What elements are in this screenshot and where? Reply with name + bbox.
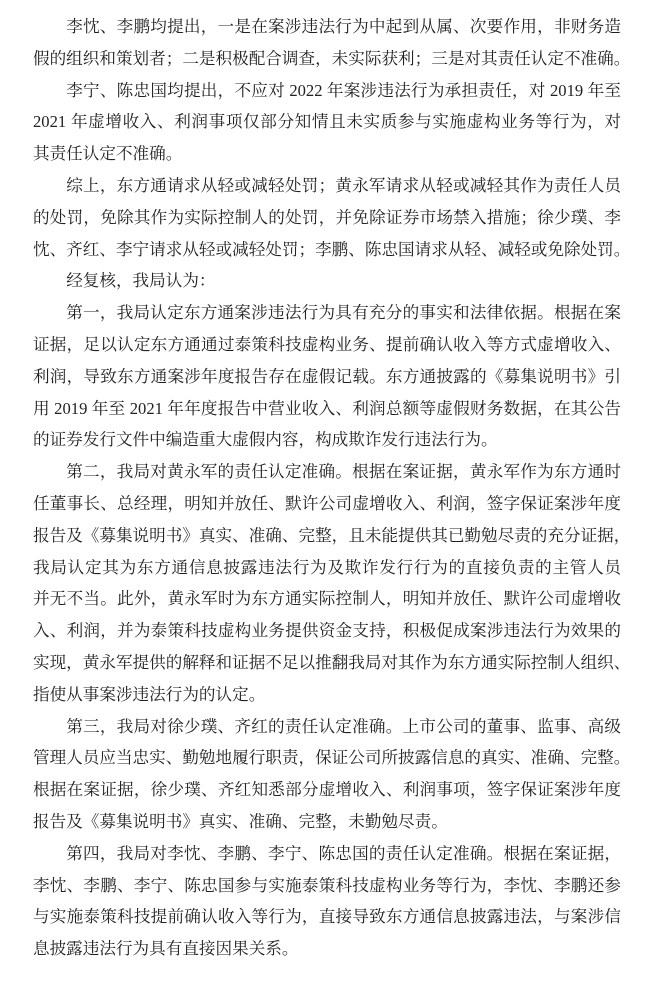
- text-line: 息披露违法行为具有直接因果关系。: [33, 939, 299, 959]
- text-line: 综上，东方通请求从轻或减轻处罚；黄永军请求从轻或减轻其作为责任人员: [66, 175, 621, 195]
- text-line: 报告及《募集说明书》真实、准确、完整，且未能提供其已勤勉尽责的充分证据，: [33, 525, 631, 545]
- text-line: 实现，黄永军提供的解释和证据不足以推翻我局对其作为东方通实际控制人组织、: [33, 652, 631, 672]
- text-line: 其责任认定不准确。: [33, 144, 183, 164]
- text-line: 用 2019 年至 2021 年年度报告中营业收入、利润总额等虚假财务数据，在其公告: [33, 398, 621, 418]
- paragraph: [33, 838, 621, 965]
- paragraph: [33, 297, 621, 456]
- paragraph: [33, 75, 621, 170]
- text-line: 证据，足以认定东方通通过泰策科技虚构业务、提前确认收入等方式虚增收入、: [33, 334, 621, 354]
- paragraph: [33, 170, 631, 265]
- text-line: 2021 年虚增收入、利润事项仅部分知情且未实质参与实施虚构业务等行为，对: [33, 112, 621, 132]
- document-body: [33, 11, 631, 965]
- text-line: 第二，我局对黄永军的责任认定准确。根据在案证据，黄永军作为东方通时: [66, 462, 621, 482]
- paragraph: [33, 711, 631, 838]
- text-line: 管理人员应当忠实、勤勉地履行职责，保证公司所披露信息的真实、准确、完整。: [33, 748, 631, 768]
- text-line: 并无不当。此外，黄永军时为东方通实际控制人，明知并放任、默许公司虚增收: [33, 589, 621, 609]
- text-line: 入、利润，并为泰策科技虚构业务提供资金支持，积极促成案涉违法行为效果的: [33, 621, 621, 641]
- text-line: 第一，我局认定东方通案涉违法行为具有充分的事实和法律依据。根据在案: [66, 303, 621, 323]
- text-line: 的处罚，免除其作为实际控制人的处罚，并免除证券市场禁入措施；徐少璞、李: [33, 207, 621, 227]
- text-line: 报告及《募集说明书》真实、准确、完整，未勤勉尽责。: [33, 811, 448, 831]
- text-line: 第三，我局对徐少璞、齐红的责任认定准确。上市公司的董事、监事、高级: [66, 716, 621, 736]
- text-line: 李忱、李鹏、李宁、陈忠国参与实施泰策科技虚构业务等行为，李忱、李鹏还参: [33, 875, 621, 895]
- paragraph: [33, 11, 631, 75]
- text-line: 的证券发行文件中编造重大虚假内容，构成欺诈发行违法行为。: [33, 430, 498, 450]
- text-line: 与实施泰策科技提前确认收入等行为，直接导致东方通信息披露违法，与案涉信: [33, 907, 621, 927]
- paragraph: [33, 456, 631, 710]
- text-line: 忱、齐红、李宁请求从轻或减轻处罚；李鹏、陈忠国请求从轻、减轻或免除处罚。: [33, 239, 631, 259]
- text-line: 任董事长、总经理，明知并放任、默许公司虚增收入、利润，签字保证案涉年度: [33, 493, 621, 513]
- text-line: 李宁、陈忠国均提出，不应对 2022 年案涉违法行为承担责任，对 2019 年至: [66, 80, 621, 100]
- text-line: 根据在案证据，徐少璞、齐红知悉部分虚增收入、利润事项，签字保证案涉年度: [33, 780, 621, 800]
- text-line: 指使从事案涉违法行为的认定。: [33, 684, 266, 704]
- paragraph: [33, 265, 621, 297]
- text-line: 第四，我局对李忱、李鹏、李宁、陈忠国的责任认定准确。根据在案证据，: [66, 843, 621, 863]
- text-line: 我局认定其为东方通信息披露违法行为及欺诈发行行为的直接负责的主管人员: [33, 557, 621, 577]
- text-line: 经复核，我局认为：: [66, 271, 216, 291]
- text-line: 利润，导致东方通案涉年度报告存在虚假记载。东方通披露的《募集说明书》引: [33, 366, 621, 386]
- text-line: 李忱、李鹏均提出，一是在案涉违法行为中起到从属、次要作用，非财务造: [66, 17, 621, 36]
- text-line: 假的组织和策划者；二是积极配合调查，未实际获利；三是对其责任认定不准确。: [33, 48, 631, 68]
